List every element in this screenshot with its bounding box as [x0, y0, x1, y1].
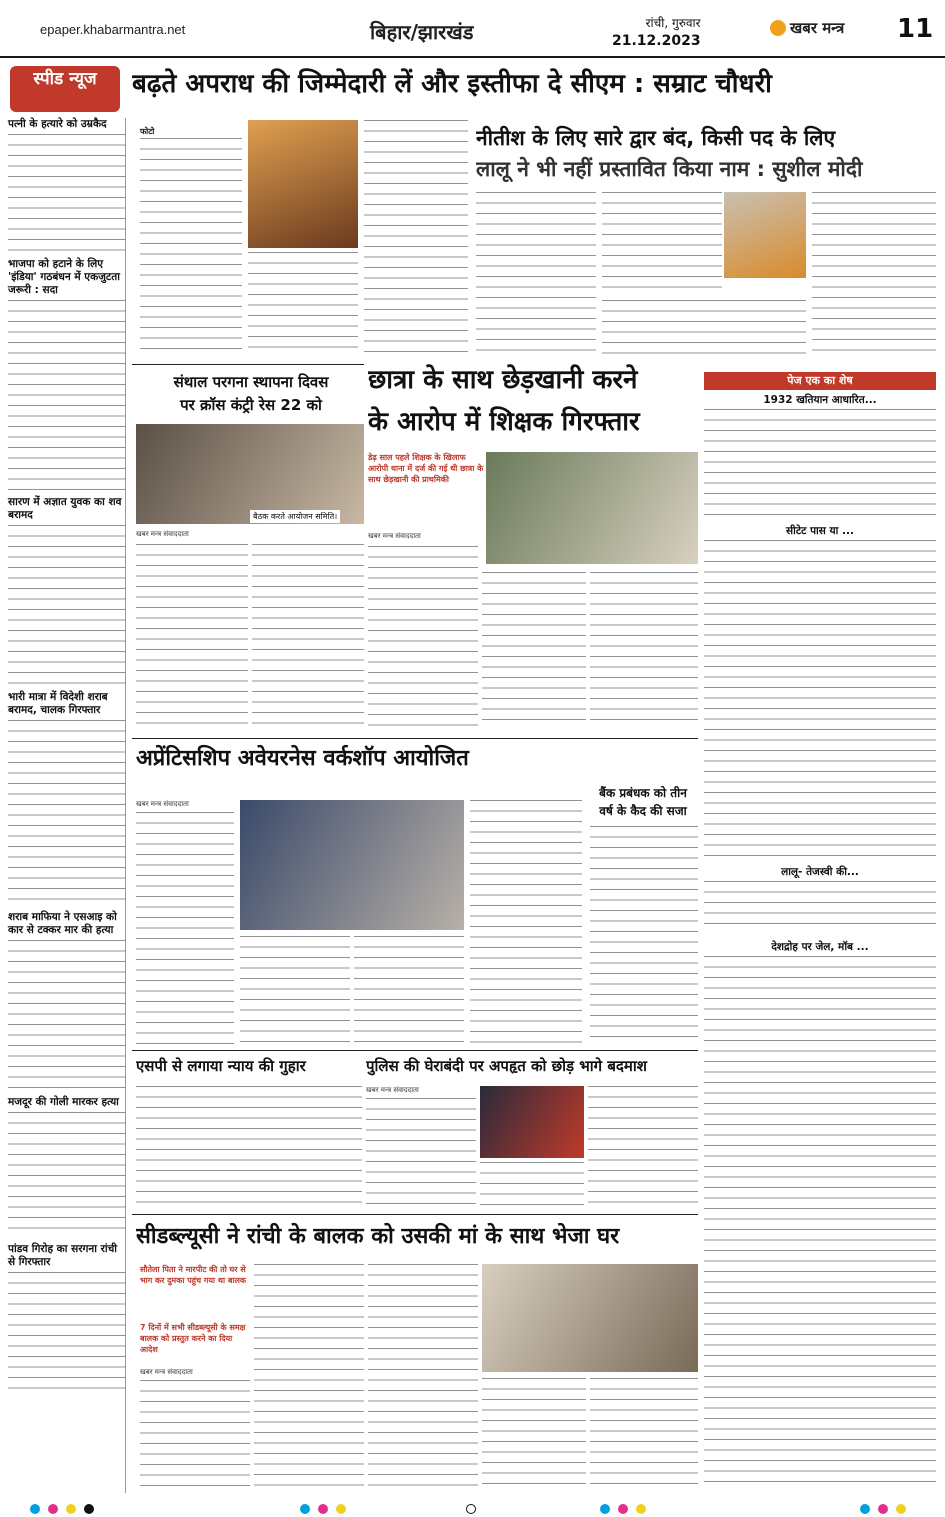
- santhal-body-col-2: [252, 544, 364, 728]
- cwc-body-col-5: [590, 1378, 698, 1490]
- modi-body-col-3: [812, 192, 936, 356]
- shesh-item-body: [704, 881, 936, 933]
- apprentice-body-col-4: [470, 800, 582, 1044]
- teacher-arrest-photo: [486, 452, 698, 564]
- police-byline: खबर मन्त्र संवाददाता: [366, 1086, 419, 1094]
- teacher-body-col-3: [590, 572, 698, 728]
- page-number: 11: [897, 14, 934, 44]
- teacher-byline: खबर मन्त्र संवाददाता: [368, 532, 421, 540]
- police-body-col-3: [588, 1086, 698, 1208]
- cyan-dot-icon: [600, 1504, 610, 1514]
- print-registration-marks: [0, 1500, 945, 1517]
- lead-headline: बढ़ते अपराध की जिम्मेदारी लें और इस्तीफा दे सीएम : सम्राट चौधरी: [132, 69, 772, 99]
- brand-logo-icon: [770, 20, 786, 36]
- teacher-pullquote: डेढ़ साल पहले शिक्षक के खिलाफ आरोपी थाना में दर्ज की गई थी छात्रा के साथ छेड़खानी की प्राथमिकी: [368, 453, 484, 484]
- speed-news-item-body: [8, 940, 125, 1090]
- speed-news-item-title: पत्नी के हत्यारे को उम्रकैद: [8, 118, 107, 130]
- speed-news-item-body: [8, 720, 125, 905]
- cwc-body-col-2: [254, 1264, 364, 1490]
- speed-news-item-body: [8, 1112, 125, 1237]
- cwc-body-col-4: [482, 1378, 586, 1490]
- apprentice-body-col-1: [136, 812, 234, 1044]
- apprentice-body-col-3: [354, 936, 464, 1044]
- police-body-col-2: [480, 1162, 584, 1208]
- teacher-body-col-1: [368, 546, 478, 728]
- city-day: रांची, गुरुवार: [645, 16, 701, 30]
- speed-news-item-title: शराब माफिया ने एसआइ को कार से टक्कर मार की हत्या: [8, 911, 117, 936]
- santhal-headline-2: पर क्रॉस कंट्री रेस 22 को: [180, 396, 322, 414]
- shesh-item-title: 1932 खतियान आधारित...: [763, 394, 877, 406]
- cwc-headline: सीडब्ल्यूसी ने रांची के बालक को उसकी मां के साथ भेजा घर: [136, 1224, 620, 1249]
- modi-body-col-2: [602, 192, 722, 296]
- santhal-photo-caption: बैठक करते आयोजन समिति।: [250, 510, 340, 523]
- bank-body: [590, 826, 698, 1044]
- speed-news-item-title: भारी मात्रा में विदेशी शराब बरामद, चालक गिरफ्तार: [8, 691, 108, 716]
- teacher-headline-2: के आरोप में शिक्षक गिरफ्तार: [368, 407, 640, 437]
- samrat-chaudhary-photo: [248, 120, 358, 248]
- speed-news-column: [8, 118, 126, 1493]
- bank-headline-1: बैंक प्रबंधक को तीन: [599, 786, 687, 800]
- yellow-dot-icon: [336, 1504, 346, 1514]
- date: 21.12.2023: [612, 33, 701, 49]
- issue-date: [612, 14, 701, 50]
- apprentice-headline: अप्रेंटिसशिप अवेयरनेस वर्कशॉप आयोजित: [136, 746, 469, 771]
- yellow-dot-icon: [66, 1504, 76, 1514]
- divider: [132, 364, 364, 365]
- bank-headline-2: वर्ष के कैद की सजा: [599, 804, 687, 818]
- magenta-dot-icon: [48, 1504, 58, 1514]
- santhal-headline-1: संथाल परगना स्थापना दिवस: [173, 373, 329, 391]
- black-dot-icon: [84, 1504, 94, 1514]
- sp-body: [136, 1086, 362, 1208]
- lead-body-col-2: [248, 252, 358, 356]
- speed-news-item-title: भाजपा को हटाने के लिए 'इंडिया' गठबंधन में एकजुटता जरूरी : सदा: [8, 258, 120, 296]
- teacher-headline-1: छात्रा के साथ छेड़खानी करने: [368, 365, 638, 395]
- speed-news-badge: स्पीड न्यूज: [10, 66, 120, 112]
- cyan-dot-icon: [300, 1504, 310, 1514]
- crosshair-icon: [466, 1504, 476, 1514]
- lead-body-col-3: [364, 120, 468, 356]
- cwc-body-col-3: [368, 1264, 478, 1490]
- cwc-group-photo: [482, 1264, 698, 1372]
- speed-news-item-body: [8, 525, 125, 685]
- cwc-body-col-1: [140, 1380, 250, 1490]
- speed-news-item-title: सारण में अज्ञात युवक का शव बरामद: [8, 496, 122, 521]
- yellow-dot-icon: [896, 1504, 906, 1514]
- shesh-item-title: सीटेट पास या ...: [786, 525, 854, 537]
- speed-news-item-title: पांडव गिरोह का सरगना रांची से गिरफ्तार: [8, 1243, 118, 1268]
- shesh-item-title: लालू- तेजस्वी की...: [781, 866, 859, 878]
- cyan-dot-icon: [30, 1504, 40, 1514]
- modi-body-col-2b: [602, 300, 806, 356]
- speed-news-item-body: [8, 300, 125, 490]
- epaper-url[interactable]: epaper.khabarmantra.net: [40, 22, 186, 37]
- brand-name: खबर मन्त्र: [790, 19, 845, 37]
- shesh-item-body: [704, 540, 936, 858]
- police-body-col-1: [366, 1098, 476, 1208]
- page-ek-ka-shesh-column: [704, 394, 936, 1494]
- lead-photo-caption: फोटो: [140, 127, 155, 136]
- shesh-item-body: [704, 956, 936, 1486]
- section-title: बिहार/झारखंड: [370, 20, 474, 44]
- teacher-body-col-2: [482, 572, 586, 728]
- sp-headline: एसपी से लगाया न्याय की गुहार: [136, 1057, 306, 1075]
- santhal-body-col-1: [136, 544, 248, 728]
- magenta-dot-icon: [318, 1504, 328, 1514]
- magenta-dot-icon: [618, 1504, 628, 1514]
- divider: [132, 1214, 698, 1215]
- modi-headline-2: लालू ने भी नहीं प्रस्तावित किया नाम : सुशील मोदी: [476, 157, 863, 181]
- cwc-byline: खबर मन्त्र संवाददाता: [140, 1368, 193, 1376]
- speed-news-item-body: [8, 1272, 125, 1392]
- santhal-byline: खबर मन्त्र संवाददाता: [136, 530, 189, 538]
- shesh-item-body: [704, 409, 936, 517]
- cyan-dot-icon: [860, 1504, 870, 1514]
- police-line-photo: [480, 1086, 584, 1158]
- modi-headline-1: नीतीश के लिए सारे द्वार बंद, किसी पद के लिए: [476, 126, 836, 150]
- apprentice-workshop-photo: [240, 800, 464, 930]
- apprentice-body-col-2: [240, 936, 350, 1044]
- speed-news-item-title: मजदूर की गोली मारकर हत्या: [8, 1096, 119, 1108]
- modi-body-col-1: [476, 192, 596, 356]
- magenta-dot-icon: [878, 1504, 888, 1514]
- sushil-modi-photo: [724, 192, 806, 278]
- divider: [132, 738, 698, 739]
- speed-news-item-body: [8, 134, 125, 252]
- page-ek-ka-shesh-banner: पेज एक का शेष: [704, 372, 936, 390]
- yellow-dot-icon: [636, 1504, 646, 1514]
- lead-body-col-1: [140, 138, 242, 356]
- cwc-pullquote-2: 7 दिनों में सभी सीडब्ल्यूसी के समक्ष बालक को प्रस्तुत करने का दिया आदेश: [140, 1323, 246, 1354]
- santhal-meeting-photo: [136, 424, 364, 524]
- shesh-item-title: देशद्रोह पर जेल, मॉब ...: [771, 941, 869, 953]
- divider: [132, 1050, 698, 1051]
- cwc-pullquote-1: सौतेला पिता ने मारपीट की तो घर से भाग कर दुमका पहुंच गया था बालक: [140, 1265, 247, 1285]
- apprentice-byline: खबर मन्त्र संवाददाता: [136, 800, 189, 808]
- police-headline: पुलिस की घेराबंदी पर अपहृत को छोड़ भागे बदमाश: [366, 1057, 647, 1075]
